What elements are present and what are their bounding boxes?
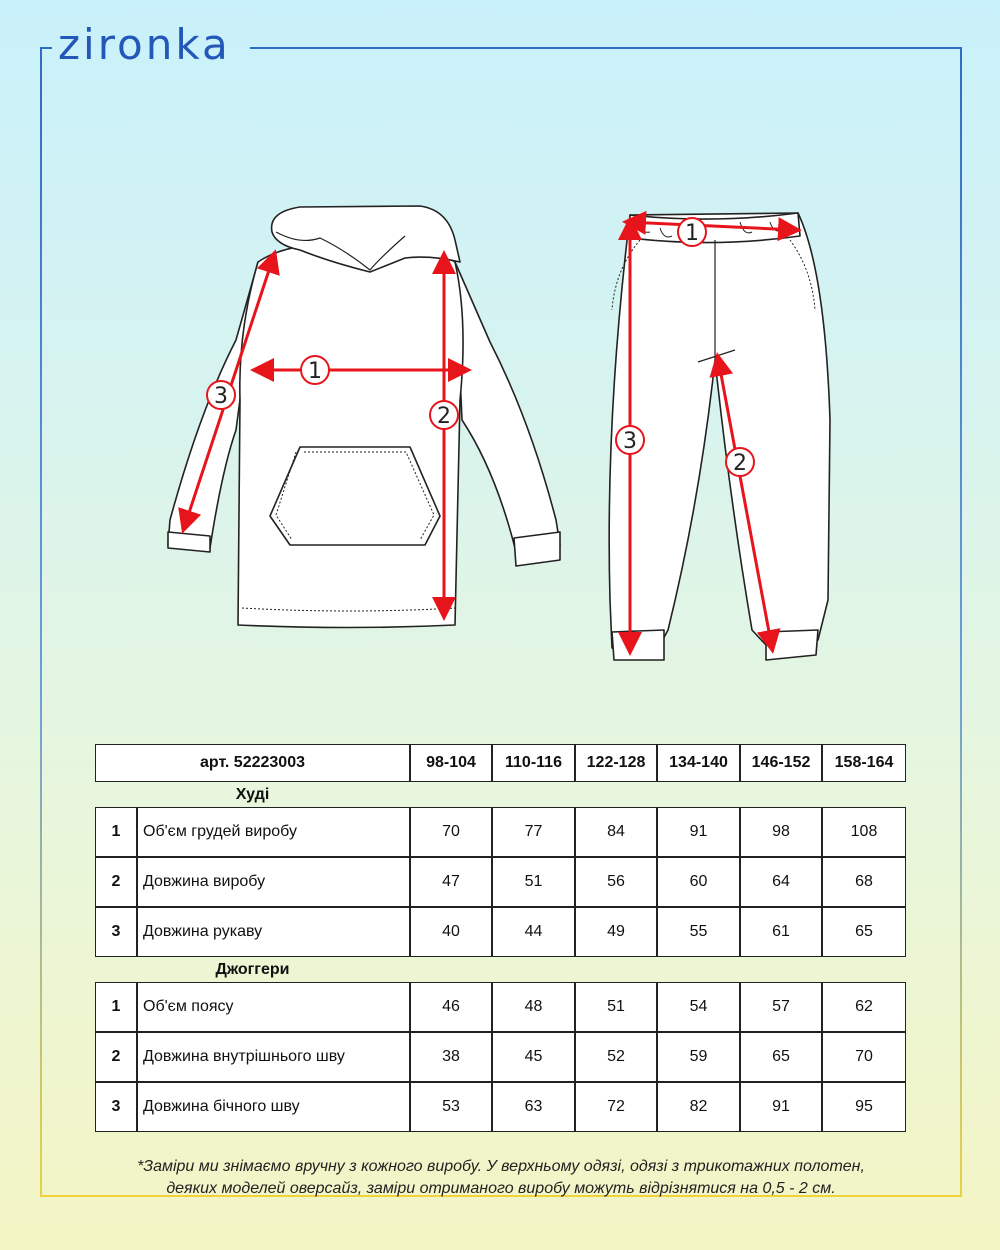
cell-value: 82 bbox=[657, 1082, 740, 1132]
cell-value: 91 bbox=[740, 1082, 822, 1132]
cell-value: 84 bbox=[575, 807, 657, 857]
row-label: Довжина внутрішнього шву bbox=[137, 1032, 410, 1082]
cell-value: 108 bbox=[822, 807, 906, 857]
row-number: 2 bbox=[95, 1032, 137, 1082]
cell-value: 45 bbox=[492, 1032, 575, 1082]
row-label: Довжина виробу bbox=[137, 857, 410, 907]
cell-value: 44 bbox=[492, 907, 575, 957]
footnote bbox=[40, 1156, 962, 1200]
cell-value: 38 bbox=[410, 1032, 492, 1082]
section-title-row bbox=[95, 957, 906, 982]
section-title-joggers: Джоггери bbox=[215, 960, 290, 978]
row-label: Довжина бічного шву bbox=[137, 1082, 410, 1132]
cell-value: 95 bbox=[822, 1082, 906, 1132]
cell-value: 61 bbox=[740, 907, 822, 957]
size-header: 146-152 bbox=[740, 744, 822, 782]
hoodie-marker-3: 3 bbox=[214, 384, 228, 409]
cell-value: 40 bbox=[410, 907, 492, 957]
size-header: 110-116 bbox=[492, 744, 575, 782]
hoodie-marker-2: 2 bbox=[437, 404, 451, 429]
hoodie-marker-1: 1 bbox=[308, 359, 322, 384]
cell-value: 52 bbox=[575, 1032, 657, 1082]
cell-value: 64 bbox=[740, 857, 822, 907]
joggers-marker-2: 2 bbox=[733, 451, 747, 476]
joggers-marker-1: 1 bbox=[685, 221, 699, 246]
cell-value: 51 bbox=[575, 982, 657, 1032]
cell-value: 57 bbox=[740, 982, 822, 1032]
size-header: 122-128 bbox=[575, 744, 657, 782]
row-label: Об'єм грудей виробу bbox=[137, 807, 410, 857]
row-number: 1 bbox=[95, 982, 137, 1032]
cell-value: 46 bbox=[410, 982, 492, 1032]
cell-value: 91 bbox=[657, 807, 740, 857]
cell-value: 55 bbox=[657, 907, 740, 957]
table-row bbox=[95, 982, 906, 1032]
cell-value: 72 bbox=[575, 1082, 657, 1132]
cell-value: 53 bbox=[410, 1082, 492, 1132]
section-title-hoodie: Худі bbox=[235, 785, 270, 803]
size-header: 98-104 bbox=[410, 744, 492, 782]
table-row bbox=[95, 907, 906, 957]
size-header-row bbox=[95, 744, 906, 782]
cell-value: 70 bbox=[410, 807, 492, 857]
size-header: 134-140 bbox=[657, 744, 740, 782]
cell-value: 59 bbox=[657, 1032, 740, 1082]
joggers-marker-3: 3 bbox=[623, 429, 637, 454]
cell-value: 70 bbox=[822, 1032, 906, 1082]
footnote-line-2: деяких моделей оверсайз, заміри отриманого виробу можуть відрізнятися на 0,5 - 2 см. bbox=[166, 1180, 836, 1197]
cell-value: 49 bbox=[575, 907, 657, 957]
article-number: арт. 52223003 bbox=[95, 744, 410, 782]
table-row bbox=[95, 807, 906, 857]
cell-value: 68 bbox=[822, 857, 906, 907]
cell-value: 98 bbox=[740, 807, 822, 857]
size-chart-table bbox=[95, 744, 906, 1132]
cell-value: 54 bbox=[657, 982, 740, 1032]
row-number: 3 bbox=[95, 1082, 137, 1132]
table-row bbox=[95, 1082, 906, 1132]
brand-logo: zironka bbox=[58, 20, 231, 69]
table-row bbox=[95, 857, 906, 907]
row-number: 3 bbox=[95, 907, 137, 957]
table-row bbox=[95, 1032, 906, 1082]
cell-value: 48 bbox=[492, 982, 575, 1032]
cell-value: 51 bbox=[492, 857, 575, 907]
size-header: 158-164 bbox=[822, 744, 906, 782]
hoodie-drawing bbox=[168, 206, 560, 628]
cell-value: 65 bbox=[740, 1032, 822, 1082]
cell-value: 77 bbox=[492, 807, 575, 857]
row-number: 2 bbox=[95, 857, 137, 907]
cell-value: 62 bbox=[822, 982, 906, 1032]
section-title-row bbox=[95, 782, 906, 807]
cell-value: 60 bbox=[657, 857, 740, 907]
cell-value: 47 bbox=[410, 857, 492, 907]
row-label: Об'єм поясу bbox=[137, 982, 410, 1032]
row-number: 1 bbox=[95, 807, 137, 857]
row-label: Довжина рукаву bbox=[137, 907, 410, 957]
cell-value: 65 bbox=[822, 907, 906, 957]
cell-value: 56 bbox=[575, 857, 657, 907]
footnote-line-1: *Заміри ми знімаємо вручну з кожного виробу. У верхньому одязі, одязі з трикотажних полотен, bbox=[137, 1158, 865, 1175]
cell-value: 63 bbox=[492, 1082, 575, 1132]
